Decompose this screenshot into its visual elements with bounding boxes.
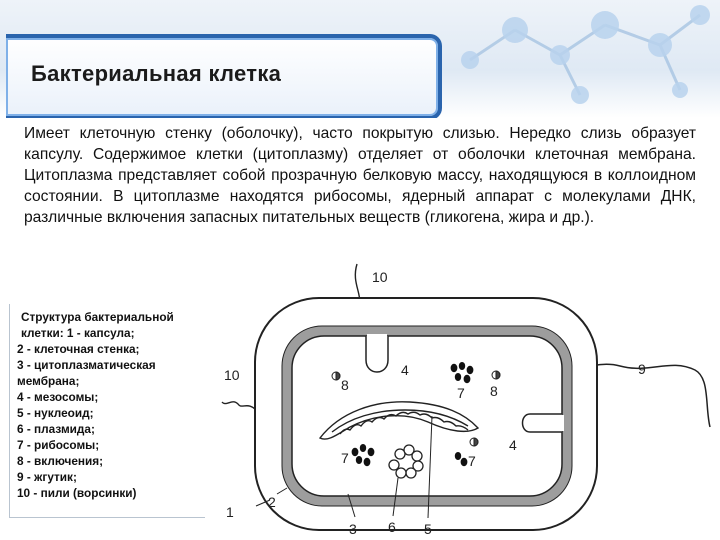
caption-item: 3 - цитоплазматическая [17,358,156,372]
label-8-right: 8 [490,383,498,399]
caption-item: мембрана; [17,374,80,388]
title-banner [0,0,720,118]
caption-title [21,309,201,341]
label-9: 9 [638,361,646,377]
label-4-right: 4 [509,437,517,453]
caption-item: 4 - мезосомы; [17,390,99,404]
diagram-caption [9,304,205,518]
label-10-top: 10 [372,269,388,285]
label-6: 6 [388,519,396,535]
caption-item: 7 - рибосомы; [17,438,100,452]
label-10-left: 10 [224,367,240,383]
molecule-decoration [430,0,720,118]
label-4-top: 4 [401,362,409,378]
mesosome-right [523,414,563,432]
cytoplasmic-membrane [292,336,562,496]
bacterial-cell-diagram [200,262,720,540]
caption-item: 8 - включения; [17,454,104,468]
pilus-left [222,402,258,412]
caption-item: 2 - клеточная стенка; [17,342,140,356]
label-7-left: 7 [341,450,349,466]
label-7-top: 7 [457,385,465,401]
label-7-right: 7 [468,453,476,469]
caption-item: 9 - жгутик; [17,470,77,484]
label-1: 1 [226,504,234,520]
slide-title: Бактериальная клетка [31,61,282,86]
label-8-left: 8 [341,377,349,393]
caption-item: 5 - нуклеоид; [17,406,94,420]
body-text: Имеет клеточную стенку (оболочку), часто покрытую слизью. Нередко слизь образует капсулу. Содержимое клетки (цитоплазму) отделяет от оболочки клеточная мембрана. Цитоплазма представляет собой прозрачную белковую массу, находящуюся в коллоидном состоянии. В цитоплазме находятся рибосомы, ядерный аппарат с молекулами ДНК, различные включения запасных питательных веществ (гликогена, жира и др.). [24,125,696,226]
caption-list [17,341,201,501]
caption-item: 6 - плазмида; [17,422,95,436]
label-3: 3 [349,521,357,537]
label-2: 2 [268,494,276,510]
caption-title-line-2: клетки: 1 - капсула; [21,326,135,340]
caption-item: 10 - пили (ворсинки) [17,486,137,500]
mesosome-top [366,336,388,372]
caption-title-line-1: Структура бактериальной [21,310,174,324]
label-5: 5 [424,521,432,537]
